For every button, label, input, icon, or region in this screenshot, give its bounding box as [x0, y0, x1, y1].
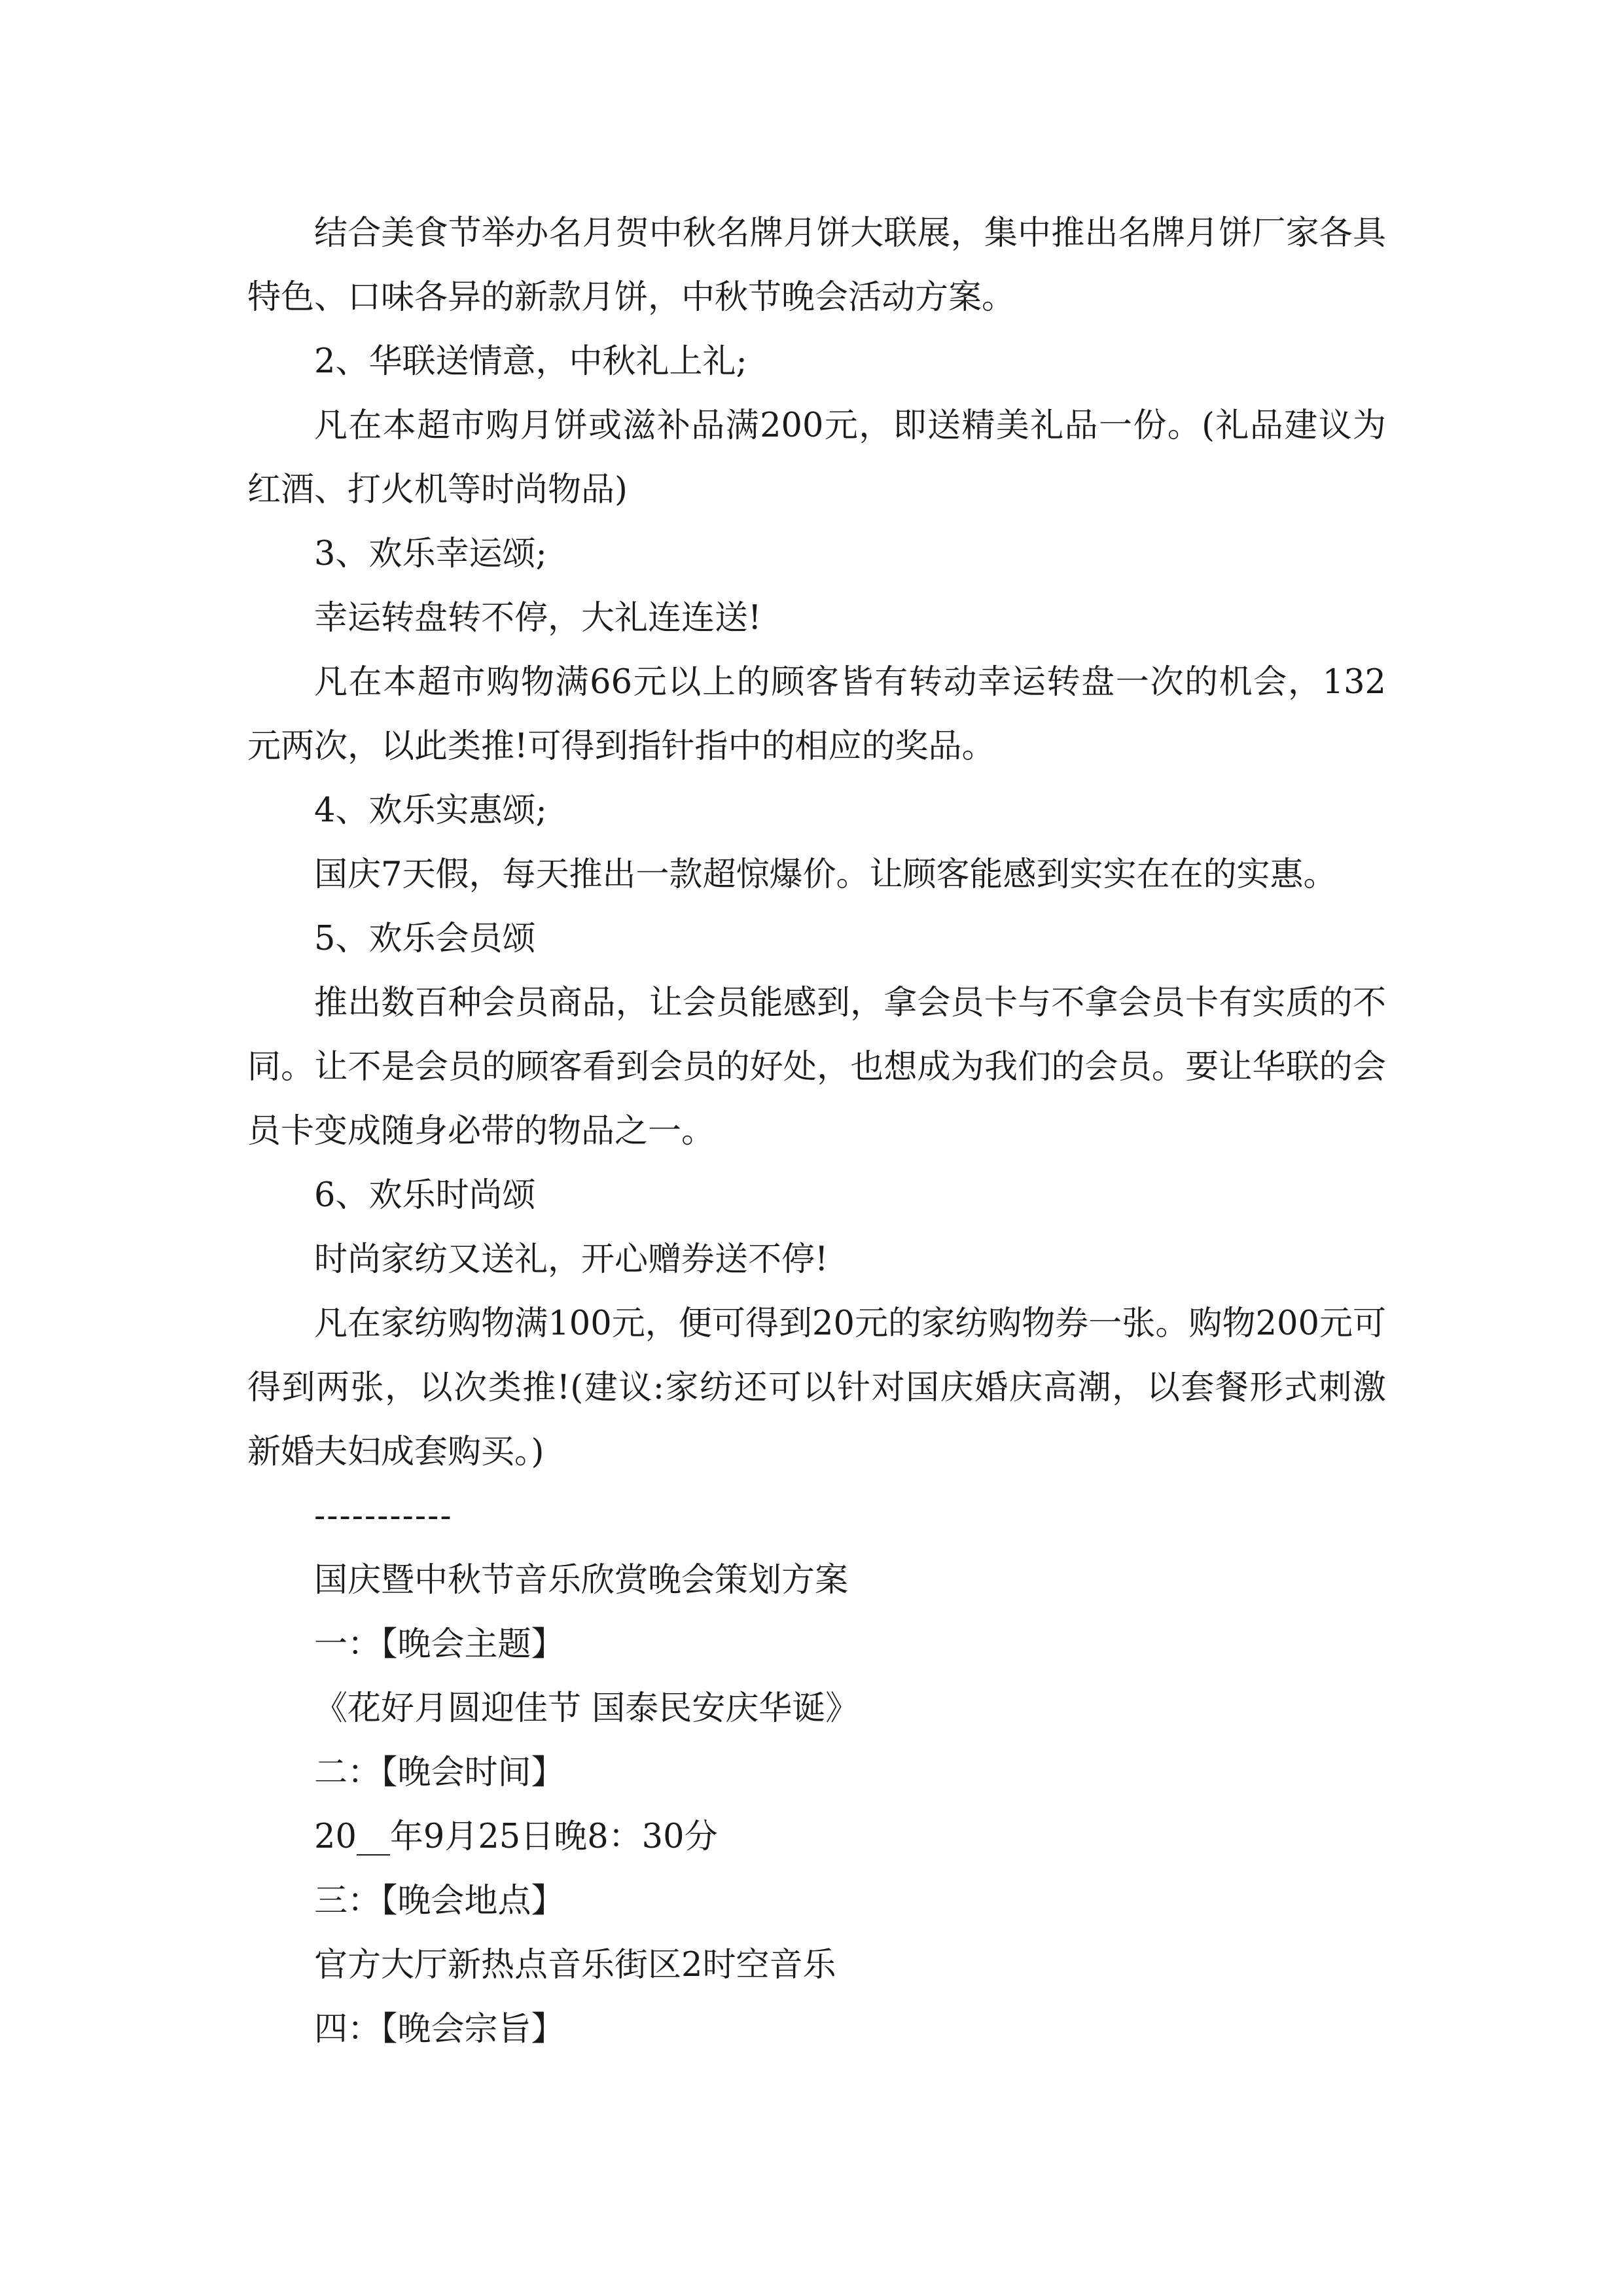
paragraph-member-goods: 推出数百种会员商品，让会员能感到，拿会员卡与不拿会员卡有实质的不同。让不是会员的顾客看到会员的好处，也想成为我们的会员。要让华联的会员卡变成随身必带的物品之一。 [247, 984, 1386, 1151]
heading-item-5: 5、欢乐会员颂 [314, 920, 536, 958]
paragraph-lucky-wheel-slogan: 幸运转盘转不停，大礼连连送! [314, 599, 762, 637]
paragraph-textile-coupon: 凡在家纺购物满100元，便可得到20元的家纺购物券一张。购物200元可得到两张，以次类推!(建议:家纺还可以针对国庆婚庆高潮，以套餐形式刺激新婚夫妇成套购买。) [247, 1304, 1386, 1471]
paragraph-theme: 《花好月圆迎佳节 国泰民安庆华诞》 [314, 1689, 859, 1728]
paragraph-daily-deal: 国庆7天假，每天推出一款超惊爆价。让顾客能感到实实在在的实惠。 [314, 855, 1337, 894]
paragraph-location: 官方大厅新热点音乐街区2时空音乐 [314, 1946, 836, 1984]
heading-item-4: 4、欢乐实惠颂; [314, 791, 547, 830]
heading-item-2: 2、华联送情意，中秋礼上礼; [314, 342, 747, 381]
heading-item-6: 6、欢乐时尚颂 [314, 1176, 536, 1215]
heading-purpose: 四：【晚会宗旨】 [314, 2010, 565, 2049]
paragraph-lucky-wheel-rules: 凡在本超市购物满66元以上的顾客皆有转动幸运转盘一次的机会，132元两次，以此类推!可得到指针指中的相应的奖品。 [247, 663, 1386, 766]
paragraph-textile-slogan: 时尚家纺又送礼，开心赠券送不停! [314, 1240, 829, 1279]
paragraph-time: 20__年9月25日晚8：30分 [314, 1818, 718, 1856]
document-body [247, 202, 1386, 2062]
paragraph-gift-offer: 凡在本超市购月饼或滋补品满200元，即送精美礼品一份。(礼品建议为红酒、打火机等时尚物品) [247, 406, 1386, 509]
heading-item-3: 3、欢乐幸运颂; [314, 535, 547, 573]
separator-line: ----------- [314, 1497, 453, 1535]
heading-location: 三：【晚会地点】 [314, 1882, 565, 1920]
heading-time: 二：【晚会时间】 [314, 1753, 565, 1792]
heading-theme: 一：【晚会主题】 [314, 1625, 565, 1664]
section-title: 国庆暨中秋节音乐欣赏晚会策划方案 [314, 1561, 849, 1600]
paragraph-festival-intro: 结合美食节举办名月贺中秋名牌月饼大联展，集中推出名牌月饼厂家各具特色、口味各异的新款月饼，中秋节晚会活动方案。 [247, 214, 1386, 317]
